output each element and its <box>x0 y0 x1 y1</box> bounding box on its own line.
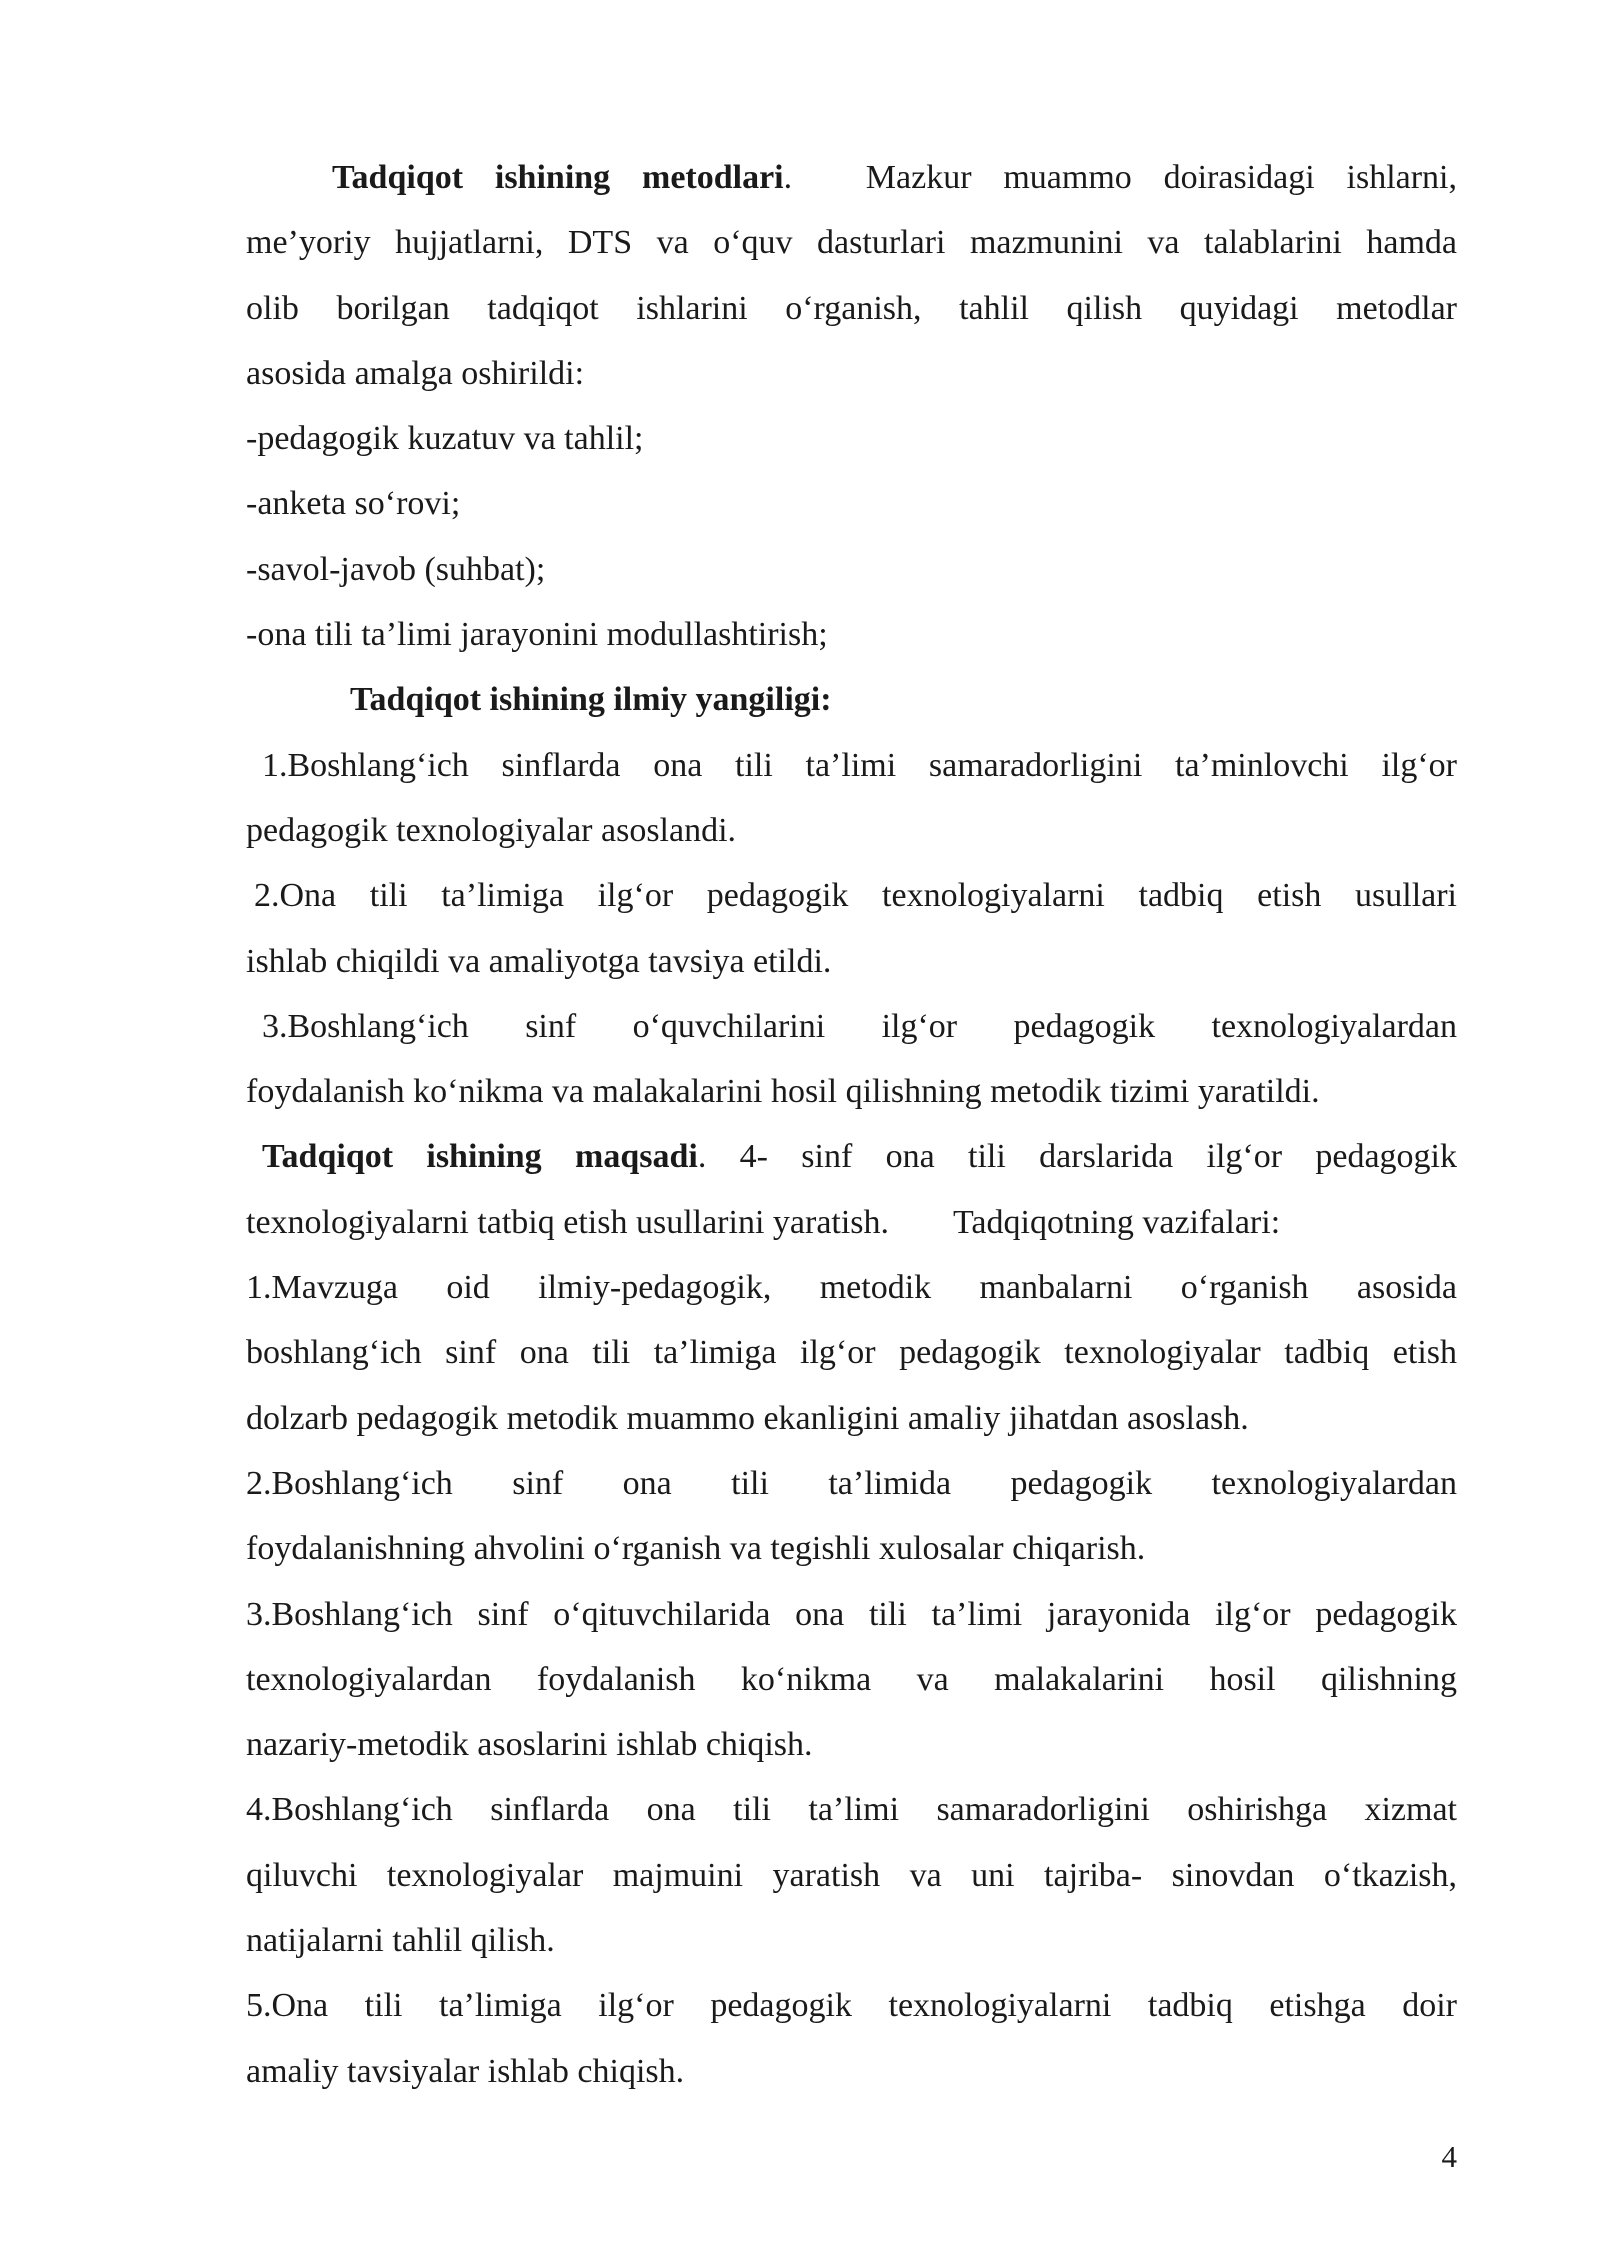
methods-paragraph-line-1 <box>246 145 1457 210</box>
methods-paragraph-line-2: me’yoriy hujjatlarni, DTS va o‘quv dasturlari mazmunini va talablarini hamda <box>246 224 1457 262</box>
task-5-line-2: amaliy tavsiyalar ishlab chiqish. <box>246 2052 685 2090</box>
novelty-item-3-line-2: foydalanish ko‘nikma va malakalarini hosil qilishning metodik tizimi yaratildi. <box>246 1073 1320 1111</box>
task-1-line-2: boshlang‘ich sinf ona tili ta’limiga ilg‘or pedagogik texnologiyalar tadbiq etish <box>246 1334 1457 1372</box>
task-2-line-2: foydalanishning ahvolini o‘rganish va tegishli xulosalar chiqarish. <box>246 1530 1146 1568</box>
tasks-title: Tadqiqotning vazifalari: <box>953 1203 1281 1241</box>
task-4-line-3: natijalarni tahlil qilish. <box>246 1922 555 1960</box>
methods-paragraph-line-4: asosida amalga oshirildi: <box>246 354 585 392</box>
novelty-item-3-line-1: 3.Boshlang‘ich sinf o‘quvchilarini ilg‘or pedagogik texnologiyalardan <box>262 1007 1457 1045</box>
task-3-line-3: nazariy-metodik asoslarini ishlab chiqish. <box>246 1726 813 1764</box>
methods-list-item: -pedagogik kuzatuv va tahlil; <box>246 420 644 458</box>
methods-list-item: -savol-javob (suhbat); <box>246 550 546 588</box>
goal-paragraph-text: . 4- sinf ona tili darslarida ilg‘or pedagogik <box>697 1138 1458 1176</box>
task-1-line-3: dolzarb pedagogik metodik muammo ekanligini amaliy jihatdan asoslash. <box>246 1399 1249 1437</box>
novelty-item-2-line-2: ishlab chiqildi va amaliyotga tavsiya etildi. <box>246 942 832 980</box>
novelty-item-2-line-1: 2.Ona tili ta’limiga ilg‘or pedagogik texnologiyalarni tadbiq etish usullari <box>254 877 1457 915</box>
methods-heading-suffix: . <box>783 159 793 196</box>
task-3-line-2: texnologiyalardan foydalanish ko‘nikma va malakalarini hosil qilishning <box>246 1660 1457 1698</box>
task-5-line-1: 5.Ona tili ta’limiga ilg‘or pedagogik texnologiyalarni tadbiq etishga doir <box>246 1987 1457 2025</box>
novelty-item-1-line-1: 1.Boshlang‘ich sinflarda ona tili ta’limi samaradorligini ta’minlovchi ilg‘or <box>262 746 1457 784</box>
goal-heading: Tadqiqot ishining maqsadi <box>262 1138 698 1176</box>
task-2-line-1: 2.Boshlang‘ich sinf ona tili ta’limida pedagogik texnologiyalardan <box>246 1464 1457 1502</box>
methods-list-item: -ona tili ta’limi jarayonini modullashtirish; <box>246 616 828 654</box>
methods-paragraph-line-3: olib borilgan tadqiqot ishlarini o‘rganish, tahlil qilish quyidagi metodlar <box>246 289 1457 327</box>
page-body <box>246 145 1457 2104</box>
novelty-item-1-line-2: pedagogik texnologiyalar asoslandi. <box>246 811 737 849</box>
methods-paragraph-text: Mazkur muammo doirasidagi ishlarni, <box>865 159 1457 196</box>
goal-paragraph-line-1 <box>246 1124 1457 1189</box>
novelty-heading <box>246 667 1457 732</box>
task-4-line-2: qiluvchi texnologiyalar majmuini yaratish va uni tajriba- sinovdan o‘tkazish, <box>246 1856 1457 1894</box>
methods-list-item: -anketa so‘rovi; <box>246 485 461 523</box>
page-number: 4 <box>1441 2139 1457 2174</box>
task-1-line-1: 1.Mavzuga oid ilmiy-pedagogik, metodik manbalarni o‘rganish asosida <box>246 1269 1457 1307</box>
novelty-heading-text: Tadqiqot ishining ilmiy yangiligi: <box>350 681 832 719</box>
goal-text: texnologiyalarni tatbiq etish usullarini yaratish. <box>246 1203 890 1241</box>
task-4-line-1: 4.Boshlang‘ich sinflarda ona tili ta’limi samaradorligini oshirishga xizmat <box>246 1791 1457 1829</box>
methods-heading: Tadqiqot ishining metodlari <box>332 159 784 196</box>
task-3-line-1: 3.Boshlang‘ich sinf o‘qituvchilarida ona tili ta’limi jarayonida ilg‘or pedagogik <box>246 1595 1457 1633</box>
goal-paragraph-line-2 <box>246 1190 1457 1255</box>
